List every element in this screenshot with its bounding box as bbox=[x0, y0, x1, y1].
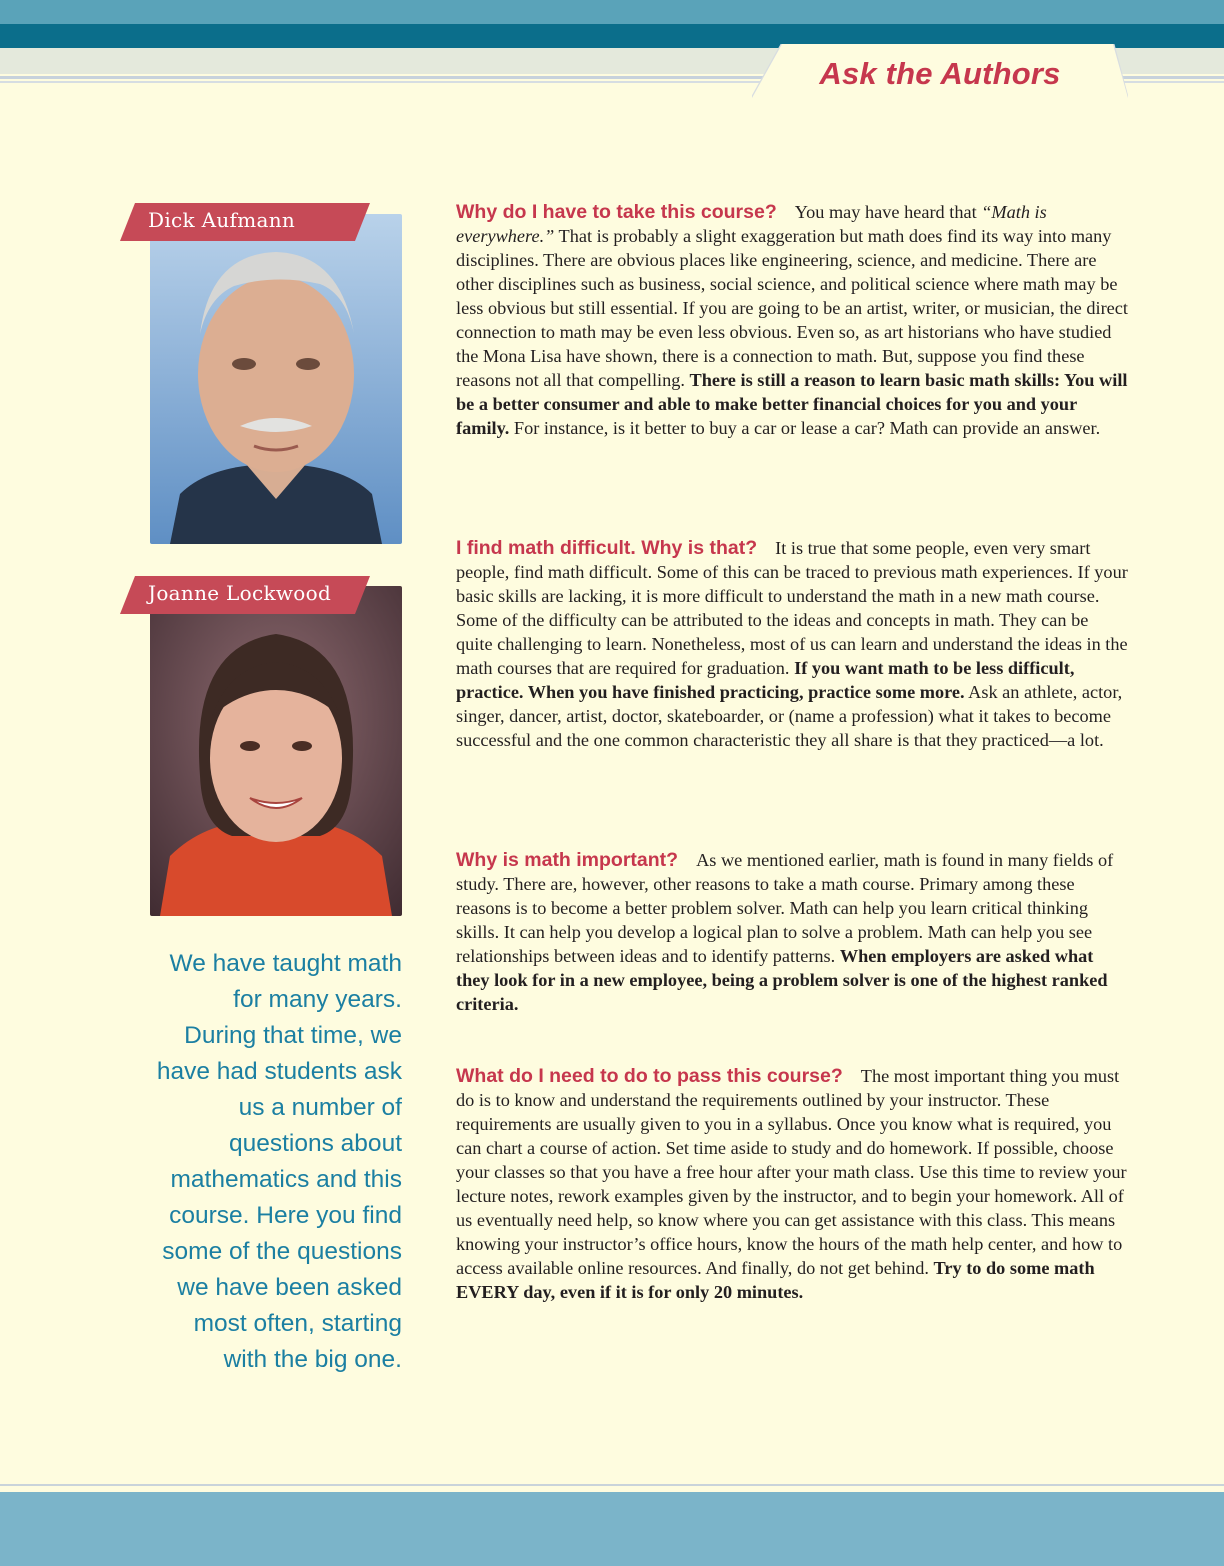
qa-section-4 bbox=[456, 1064, 1128, 1304]
footer-band bbox=[0, 1492, 1224, 1566]
header-band-light bbox=[0, 0, 1224, 24]
pull-quote-line: We have taught math bbox=[169, 950, 402, 977]
pull-quote-line: for many years. bbox=[233, 986, 402, 1013]
qa-section-3 bbox=[456, 848, 1128, 1016]
answer-italic: “Math is everywhere.” bbox=[456, 202, 1047, 246]
question-heading: I find math difficult. Why is that? bbox=[456, 537, 758, 559]
page-title: Ask the Authors bbox=[819, 56, 1061, 91]
answer-text: The most important thing you must do is to know and understand the requirements outlined by your instructor. These requirements are usually given to you in a syllabus. Once you know what is required, you can chart a course of action. Set time aside to study and do homework. If possible, choose your classes so that you have a free hour after your math class. Use this time to review your lecture notes, rework examples given by the instructor, and to begin your homework. All of us eventually need help, so know where you can get assistance with this class. This means knowing your instructor’s office hours, know the hours of the math help center, and how to access available online resources. And finally, do not get behind. bbox=[456, 1066, 1127, 1278]
answer-emphasis: If you want math to be less difficult, practice. When you have finished practicing, practice some more. bbox=[456, 658, 1075, 702]
pull-quote bbox=[150, 946, 402, 1378]
qa-section-1 bbox=[456, 200, 1128, 440]
pull-quote-line: some of the questions bbox=[162, 1238, 402, 1265]
author-name-lockwood: Joanne Lockwood bbox=[148, 581, 332, 605]
answer-text: You may have heard that bbox=[794, 202, 982, 222]
pull-quote-line: with the big one. bbox=[223, 1346, 402, 1373]
author-photo-aufmann bbox=[150, 214, 402, 544]
pull-quote-line: us a number of bbox=[238, 1094, 402, 1121]
question-heading: Why is math important? bbox=[456, 849, 679, 871]
answer-text: Ask an athlete, actor, singer, dancer, artist, doctor, skateboarder, or (name a profession) what it takes to become successful and the one common characteristic they all share is that they practiced—a lot. bbox=[456, 682, 1123, 750]
answer-text: For instance, is it better to buy a car or lease a car? Math can provide an answer. bbox=[509, 418, 1101, 438]
pull-quote-line: mathematics and this bbox=[170, 1166, 402, 1193]
question-heading: Why do I have to take this course? bbox=[456, 201, 777, 223]
answer-text: That is probably a slight exaggeration but math does find its way into many disciplines. There are obvious places like engineering, science, and medicine. There are other disciplines such as business, social science, and political science where math may be less obvious but still essential. If you are going to be an artist, writer, or musician, the direct connection to math may be even less obvious. Even so, as art historians who have studied the Mona Lisa have shown, there is a connection to math. But, suppose you find these reasons not all that compelling. bbox=[456, 226, 1128, 390]
pull-quote-line: course. Here you find bbox=[169, 1202, 402, 1229]
footer-rule bbox=[0, 1484, 1224, 1486]
pull-quote-line: we have been asked bbox=[177, 1274, 402, 1301]
answer-emphasis: When employers are asked what they look for in a new employee, being a problem solver is one of the highest ranked criteria. bbox=[456, 946, 1108, 1014]
author-photo-lockwood bbox=[150, 586, 402, 916]
question-heading: What do I need to do to pass this course? bbox=[456, 1065, 843, 1087]
author-name-aufmann: Dick Aufmann bbox=[148, 208, 296, 232]
pull-quote-line: During that time, we bbox=[184, 1022, 402, 1049]
pull-quote-line: most often, starting bbox=[193, 1310, 402, 1337]
pull-quote-line: questions about bbox=[229, 1130, 402, 1157]
qa-section-2 bbox=[456, 536, 1128, 752]
answer-emphasis: Try to do some math EVERY day, even if it is for only 20 minutes. bbox=[456, 1258, 1095, 1302]
answer-text: As we mentioned earlier, math is found in many fields of study. There are, however, other reasons to take a math course. Primary among these reasons is to become a better problem solver. Math can help you learn critical thinking skills. It can help you develop a logical plan to solve a problem. Math can help you see relationships between ideas and to identify patterns. bbox=[456, 850, 1114, 966]
answer-emphasis: There is still a reason to learn basic math skills: You will be a better consumer and able to make better financial choices for you and your family. bbox=[456, 370, 1128, 438]
answer-text: It is true that some people, even very smart people, find math difficult. Some of this can be traced to previous math experiences. If your basic skills are lacking, it is more difficult to understand the math in a new math course. Some of the difficulty can be attributed to the ideas and concepts in math. They can be quite challenging to learn. Nonetheless, most of us can learn and understand the ideas in the math courses that are required for graduation. bbox=[456, 538, 1128, 678]
pull-quote-line: have had students ask bbox=[156, 1058, 402, 1085]
